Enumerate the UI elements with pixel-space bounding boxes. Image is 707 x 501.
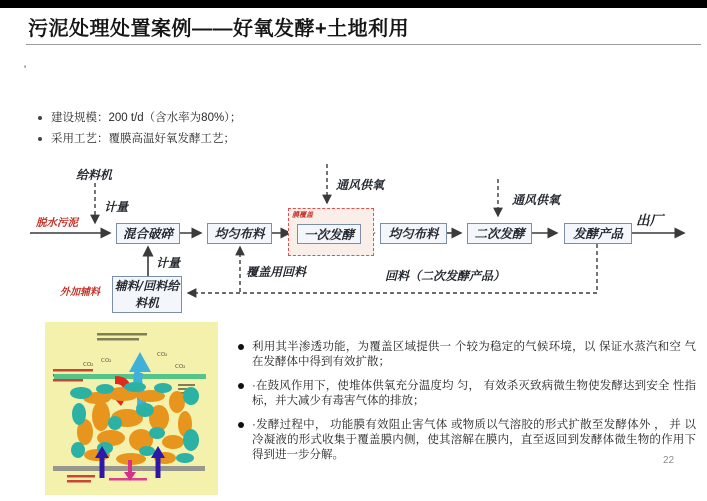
- membrane-bullet-list: [238, 340, 696, 472]
- process-box-primary-fermentation: 一次发酵: [297, 224, 361, 244]
- membrane-bullet-2: ·在鼓风作用下，使堆体供氧充分温度均 匀， 有效杀灭致病微生物使发酵达到安全 性指标，并大减少有毒害气体的排放；: [238, 379, 696, 409]
- bottom-caption-smudges: [67, 475, 147, 483]
- membrane-schematic-canvas: [45, 322, 218, 495]
- metering-top-label: 计量: [104, 200, 129, 214]
- intro-bullet-list: [38, 111, 438, 153]
- aeration-label-2: 通风供氧: [512, 193, 561, 207]
- external-auxiliary-label: 外加辅料: [60, 287, 100, 298]
- feeder-label: 给料机: [76, 168, 113, 182]
- cover-return-label: 覆盖用回料: [246, 265, 307, 279]
- process-box-secondary-fermentation: 二次发酵: [467, 223, 532, 244]
- intro-bullet-process: 采用工艺：覆膜高温好氧发酵工艺；: [38, 132, 438, 146]
- membrane-green-bar: [54, 374, 206, 379]
- membrane-schematic-image: [45, 322, 218, 495]
- return-material-label: 回料（二次发酵产品）: [385, 269, 506, 283]
- compost-pile: [70, 382, 199, 465]
- process-box-spreading-2: 均匀布料: [380, 223, 447, 244]
- dewatered-sludge-label: 脱水污泥: [36, 217, 78, 229]
- metering-bottom-label: 计量: [156, 256, 181, 270]
- co2-label: CO₂: [157, 352, 168, 358]
- co2-label: CO₂: [101, 358, 112, 364]
- co2-label: CO₂: [175, 364, 186, 370]
- process-box-auxiliary-feeder: 辅料/回料给料机: [112, 276, 182, 313]
- page-title: 污泥处理处置案例——好氧发酵+土地利用: [28, 18, 410, 40]
- intro-bullet-scale: 建设规模：200 t/d（含水率为80%）；: [38, 111, 438, 125]
- page-number: 22: [663, 455, 675, 466]
- process-box-fermented-product: 发酵产品: [564, 223, 632, 244]
- membrane-bullet-3: ·发酵过程中， 功能膜有效阻止害气体 或物质以气溶胶的形式扩散至发酵体外 ， 并 以冷凝液的形式收集于覆盖膜内侧，使其溶解在膜内，直至返回到发酵体微生物的作用下得到进一步分解。: [238, 418, 696, 463]
- slide-top-bar: [0, 0, 707, 8]
- membrane-cover-label: 膜覆盖: [292, 210, 313, 219]
- top-caption-smudge: [97, 333, 147, 341]
- title-divider: [26, 44, 701, 45]
- process-box-mixing-crushing: 混合破碎: [116, 223, 180, 244]
- process-box-spreading-1: 均匀布料: [207, 223, 272, 244]
- stray-mark: ': [24, 64, 27, 76]
- co2-label: CO₂: [83, 362, 94, 368]
- outlet-label: 出厂: [636, 213, 663, 229]
- aeration-label-1: 通风供氧: [336, 178, 385, 192]
- membrane-bullet-1: 利用其半渗透功能，为覆盖区域提供一 个较为稳定的气候环境，以 保证水蒸汽和空 气在发酵体中得到有效扩散；: [238, 340, 696, 370]
